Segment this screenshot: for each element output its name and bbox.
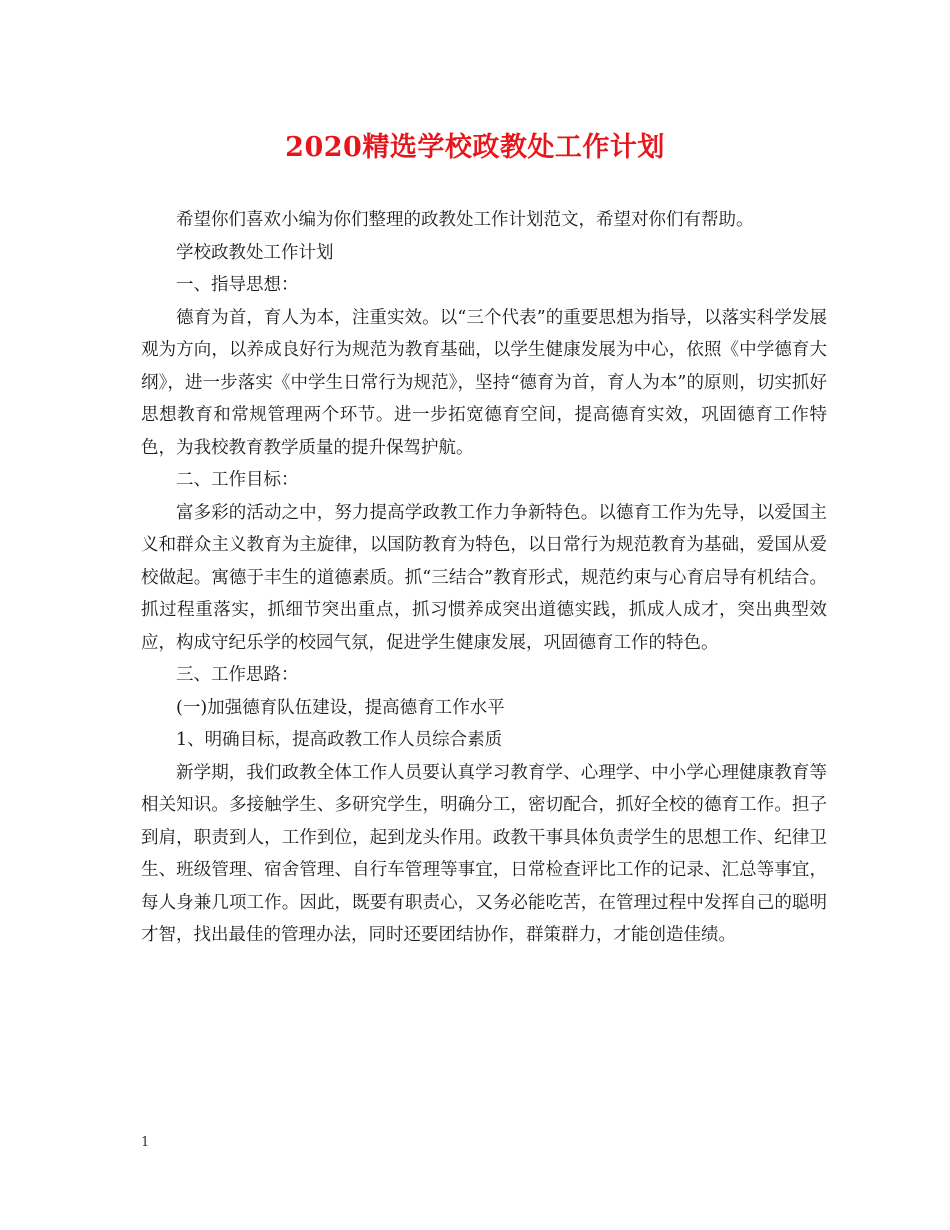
document-title: 2020精选学校政教处工作计划 [285, 132, 665, 163]
work-goals-paragraph: 富多彩的活动之中，努力提高学政教工作力争新特色。以德育工作为先导，以爱国主义和群众主义教育为主旋律，以国防教育为特色，以日常行为规范教育为基础，爱国从爱校做起。寓德于丰生的道德素质。抓“三结合”教育形式，规范约束与心育启导有机结合。抓过程重落实，抓细节突出重点，抓习惯养成突出道德实践，抓成人成才，突出典型效应，构成守纪乐学的校园气氛，促进学生健康发展，巩固德育工作的特色。 [141, 502, 827, 653]
new-semester-paragraph: 新学期，我们政教全体工作人员要认真学习教育学、心理学、中小学心理健康教育等相关知识。多接触学生、多研究学生，明确分工，密切配合，抓好全校的德育工作。担子到肩，职责到人，工作到位，起到龙头作用。政教干事具体负责学生的思想工作、纪律卫生、班级管理、宿舍管理、自行车管理等事宜，日常检查评比工作的记录、汇总等事宜，每人身兼几项工作。因此，既要有职责心，又务必能吃苦，在管理过程中发挥自己的聪明才智，找出最佳的管理办法，同时还要团结协作，群策群力，才能创造佳绩。 [141, 762, 827, 945]
section-heading-guiding-thought: 一、指导思想： [176, 275, 299, 295]
subsection-heading-team-building: (一)加强德育队伍建设，提高德育工作水平 [176, 697, 505, 718]
document-body [141, 204, 827, 952]
item-heading-clear-goals: 1、明确目标，提高政教工作人员综合素质 [176, 730, 503, 750]
guiding-thought-paragraph: 德育为首，育人为本，注重实效。以“三个代表”的重要思想为指导，以落实科学发展观为方向，以养成良好行为规范为教育基础，以学生健康发展为中心，依照《中学德育大纲》，进一步落实《中学生日常行为规范》，坚持“德育为首，育人为本”的原则，切实抓好思想教育和常规管理两个环节。进一步拓宽德育空间，提高德育实效，巩固德育工作特色，为我校教育教学质量的提升保驾护航。 [141, 307, 827, 458]
subtitle-paragraph: 学校政教处工作计划 [176, 242, 334, 263]
section-heading-work-ideas: 三、工作思路： [176, 665, 299, 685]
intro-paragraph: 希望你们喜欢小编为你们整理的政教处工作计划范文，希望对你们有帮助。 [176, 210, 754, 230]
page-number: 1 [141, 1135, 150, 1150]
section-heading-work-goals: 二、工作目标： [176, 470, 299, 490]
